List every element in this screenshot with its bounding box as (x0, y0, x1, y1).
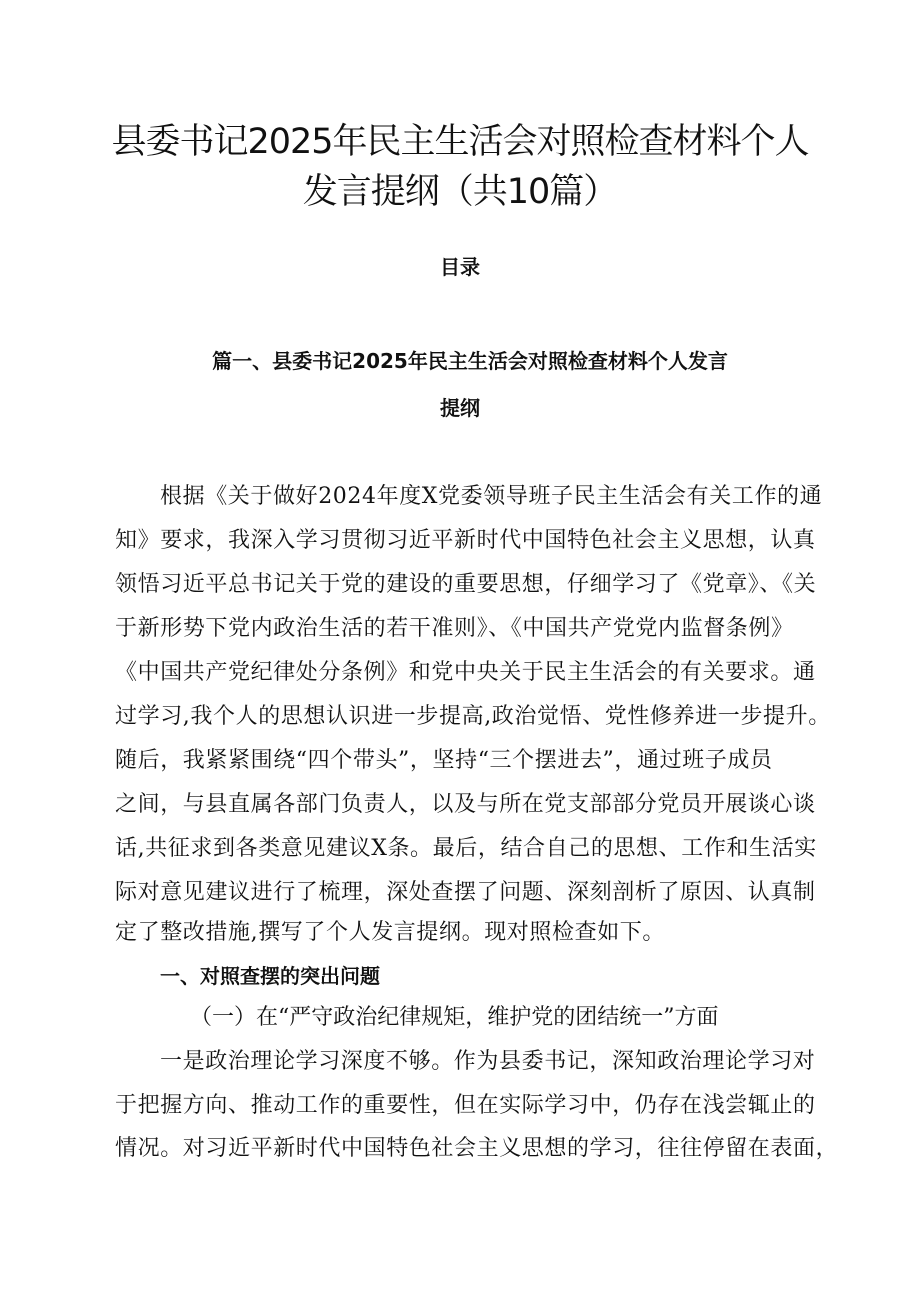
paragraph-1-line: 定了整改措施,撰写了个人发言提纲。现对照检查如下。 (115, 920, 665, 945)
paragraph-2-line: 情况。对习近平新时代中国特色社会主义思想的学习，往往停留在表面， (115, 1136, 839, 1161)
document-title-line-1: 县委书记2025年民主生活会对照检查材料个人 (111, 122, 809, 162)
document-title-line-2: 发言提纲（共10篇） (302, 172, 618, 212)
paragraph-1-line: 于新形势下党内政治生活的若干准则》、《中国共产党党内监督条例》 (115, 616, 794, 641)
paragraph-1-line: 话,共征求到各类意见建议X条。最后，结合自己的思想、工作和生活实 (115, 836, 817, 861)
subsection-1-heading: （一）在“严守政治纪律规矩，维护党的团结统一”方面 (190, 1005, 719, 1030)
paragraph-1-line: 知》要求，我深入学习贯彻习近平新时代中国特色社会主义思想，认真 (115, 528, 816, 553)
paragraph-1-line: 随后，我紧紧围绕“四个带头”，坚持“三个摆进去”，通过班子成员 (115, 748, 773, 773)
paragraph-1-line: 际对意见建议进行了梳理，深处查摆了问题、深刻剖析了原因、认真制 (115, 880, 816, 905)
chapter-heading-line-1: 篇一、县委书记2025年民主生活会对照检查材料个人发言 (212, 349, 728, 373)
paragraph-1-line: 《中国共产党纪律处分条例》和党中央关于民主生活会的有关要求。通 (115, 660, 816, 685)
section-1-heading: 一、对照查摆的突出问题 (160, 964, 380, 988)
paragraph-2-line: 于把握方向、推动工作的重要性，但在实际学习中，仍存在浅尝辄止的 (115, 1093, 816, 1118)
paragraph-1-line: 之间，与县直属各部门负责人，以及与所在党支部部分党员开展谈心谈 (115, 792, 816, 817)
table-of-contents-label: 目录 (440, 255, 480, 279)
paragraph-1-line: 根据《关于做好2024年度X党委领导班子民主生活会有关工作的通 (160, 484, 823, 509)
paragraph-1-line: 领悟习近平总书记关于党的建设的重要思想，仔细学习了《党章》、《关 (115, 572, 817, 597)
chapter-heading-line-2: 提纲 (440, 396, 480, 420)
paragraph-2-line: 一是政治理论学习深度不够。作为县委书记，深知政治理论学习对 (160, 1049, 816, 1074)
paragraph-1-line: 过学习,我个人的思想认识进一步提高,政治觉悟、党性修养进一步提升。 (115, 704, 831, 729)
